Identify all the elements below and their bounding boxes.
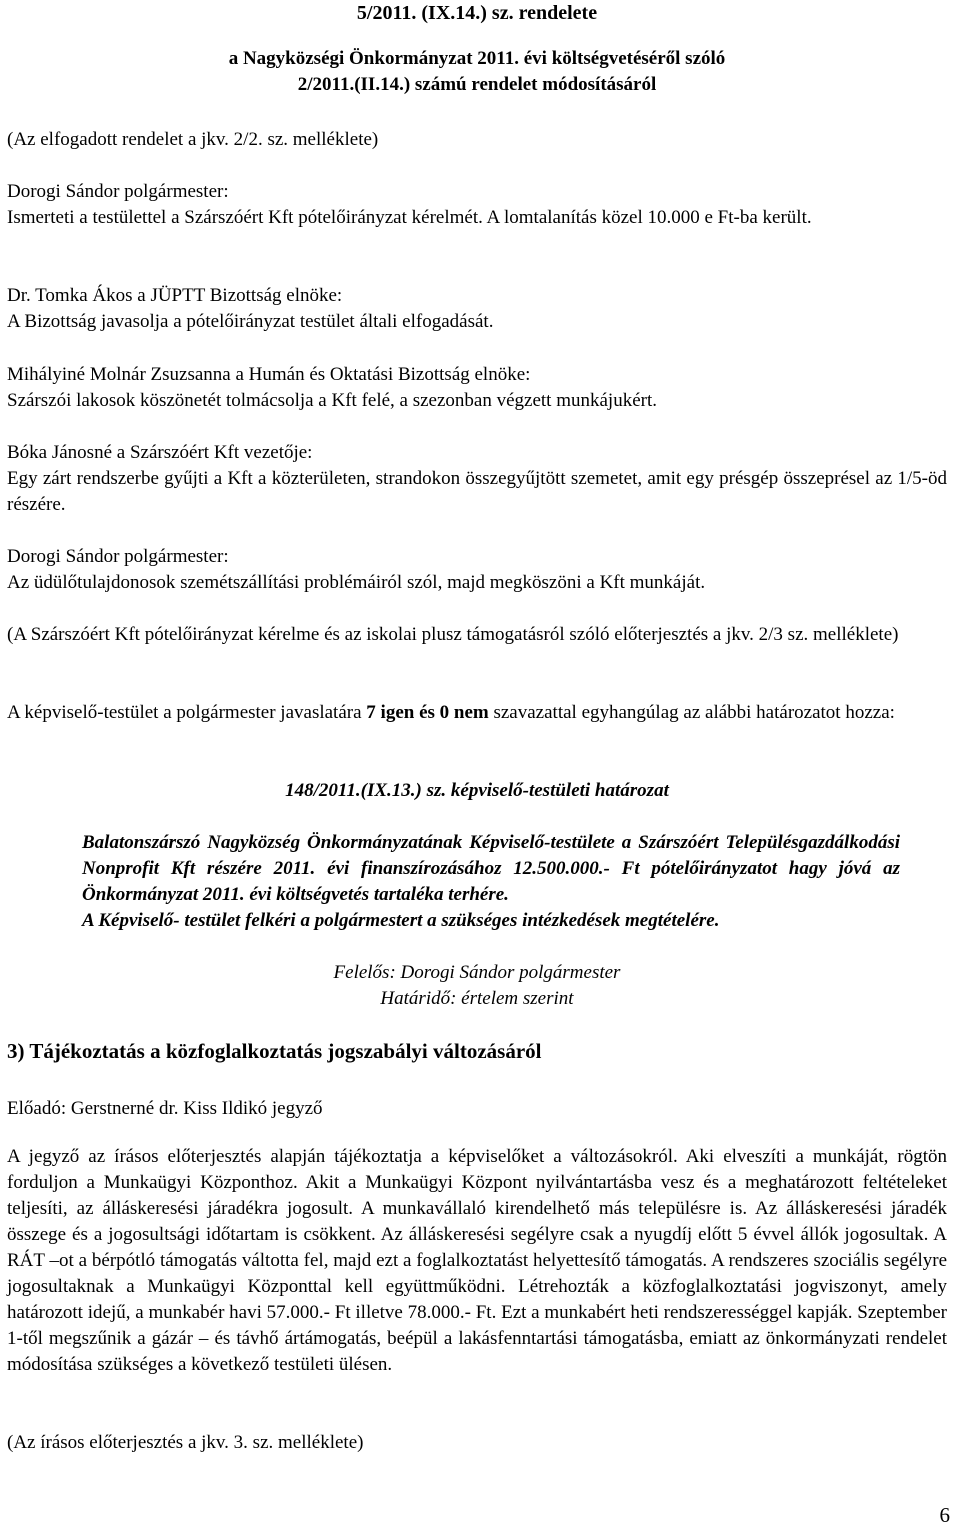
- decree-header-title: 5/2011. (IX.14.) sz. rendelete: [356, 2, 598, 24]
- decree-header-subtitle-2: 2/2011.(II.14.) számú rendelet módosításáról: [297, 74, 657, 95]
- speaker-label: Bóka Jánosné a Szárszóért Kft vezetője:: [7, 442, 313, 463]
- section-text: A jegyző az írásos előterjesztés alapján tájékoztatja a képviselőket a változásokról. Aki elveszíti a munkáját, rögtön forduljon a Munkaügyi Központhoz. Akit a Munkaügyi Központ nyilvántartásba vesz és a meghatározott feltételeket teljesíti, az álláskeresési járadékra jogosult. A munkavállaló kirendelhető más településre is. Az álláskeresési járadék összege és a jogosultsági időtartam is csökkent. Az álláskeresési segélyre csak a nyugdíj előtt 5 évvel állók jogosultak. A RÁT –ot a bérpótló támogatás váltotta fel, majd ezt a foglalkoztatást helyettesítő támogatás. A rendszeres szociális segélyre jogosultaknak a Munkaügyi Központtal kell együttműködni. Létrehozták a közfoglalkoztatási jogviszonyt, amely határozott idejű, a munkabér havi 57.000.- Ft illetve 78.000.- Ft. Ezt a munkabért heti rendszerességgel kapják. Szeptember 1-től megszűnik a gázár – és távhő ártámogatás, beépül a lakásfenntartási támogatásba, emiatt az önkormányzati rendelet módosítása szükséges a következő testületi ülésen.: [7, 1146, 947, 1375]
- page-number: 6: [939, 1503, 950, 1527]
- decree-request: A Képviselő- testület felkéri a polgármestert a szükséges intézkedések megtételére.: [82, 910, 720, 931]
- speech-text: Az üdülőtulajdonosok szemétszállítási problémáiról szól, majd megköszöni a Kft munkáját.: [7, 572, 706, 593]
- speech-block-2: [7, 283, 947, 335]
- speech-block-4: [7, 440, 947, 518]
- attachment-note-1: (Az elfogadott rendelet a jkv. 2/2. sz. melléklete): [7, 129, 379, 150]
- attachment-note-3: (Az írásos előterjesztés a jkv. 3. sz. melléklete): [7, 1432, 364, 1453]
- presenter-line: Előadó: Gerstnerné dr. Kiss Ildikó jegyző: [7, 1098, 323, 1119]
- decree-number: 148/2011.(IX.13.) sz. képviselő-testületi határozat: [285, 780, 669, 801]
- decree-body: [82, 830, 900, 934]
- speech-text: Egy zárt rendszerbe gyűjti a Kft a közterületen, strandokon összegyűjtött szemetet, amit egy présgép összeprésel az 1/5-öd részére.: [7, 468, 947, 515]
- section-heading: 3) Tájékoztatás a közfoglalkoztatás jogszabályi változásáról: [7, 1039, 542, 1063]
- speech-block-3: [7, 362, 947, 414]
- speaker-label: Dr. Tomka Ákos a JÜPTT Bizottság elnöke:: [7, 285, 343, 306]
- vote-text-post: szavazattal egyhangúlag az alábbi határozatot hozza:: [488, 702, 895, 723]
- speech-block-1: [7, 179, 947, 231]
- speaker-label: Mihályiné Molnár Zsuzsanna a Humán és Oktatási Bizottság elnöke:: [7, 364, 531, 385]
- decree-deadline: Határidő: értelem szerint: [380, 988, 574, 1009]
- speaker-label: Dorogi Sándor polgármester:: [7, 181, 229, 202]
- speech-text: Szárszói lakosok köszönetét tolmácsolja a Kft felé, a szezonban végzett munkájukért.: [7, 390, 657, 411]
- speech-text: Ismerteti a testülettel a Szárszóért Kft pótelőirányzat kérelmét. A lomtalanítás közel 10.000 e Ft-ba került.: [7, 207, 812, 228]
- vote-text-pre: A képviselő-testület a polgármester javaslatára: [7, 702, 367, 723]
- speech-block-5: [7, 544, 947, 596]
- speaker-label: Dorogi Sándor polgármester:: [7, 546, 229, 567]
- vote-statement: [7, 700, 947, 726]
- decree-header-subtitle: a Nagyközségi Önkormányzat 2011. évi költségvetéséről szóló: [228, 48, 726, 69]
- decree-responsible: Felelős: Dorogi Sándor polgármester: [333, 962, 621, 983]
- speech-text: A Bizottság javasolja a pótelőirányzat testület általi elfogadását.: [7, 311, 494, 332]
- attachment-note-2: (A Szárszóért Kft pótelőirányzat kérelme és az iskolai plusz támogatásról szóló előterjesztés a jkv. 2/3 sz. melléklete): [7, 624, 899, 645]
- decree-text: Balatonszárszó Nagyközség Önkormányzatának Képviselő-testülete a Szárszóért Településgazdálkodási Nonprofit Kft részére 2011. évi finanszírozásához 12.500.000.- Ft pótelőirányzatot hagy jóvá az Önkormányzat 2011. évi költségvetés tartaléka terhére.: [82, 832, 900, 905]
- vote-result: 7 igen és 0 nem: [366, 702, 489, 723]
